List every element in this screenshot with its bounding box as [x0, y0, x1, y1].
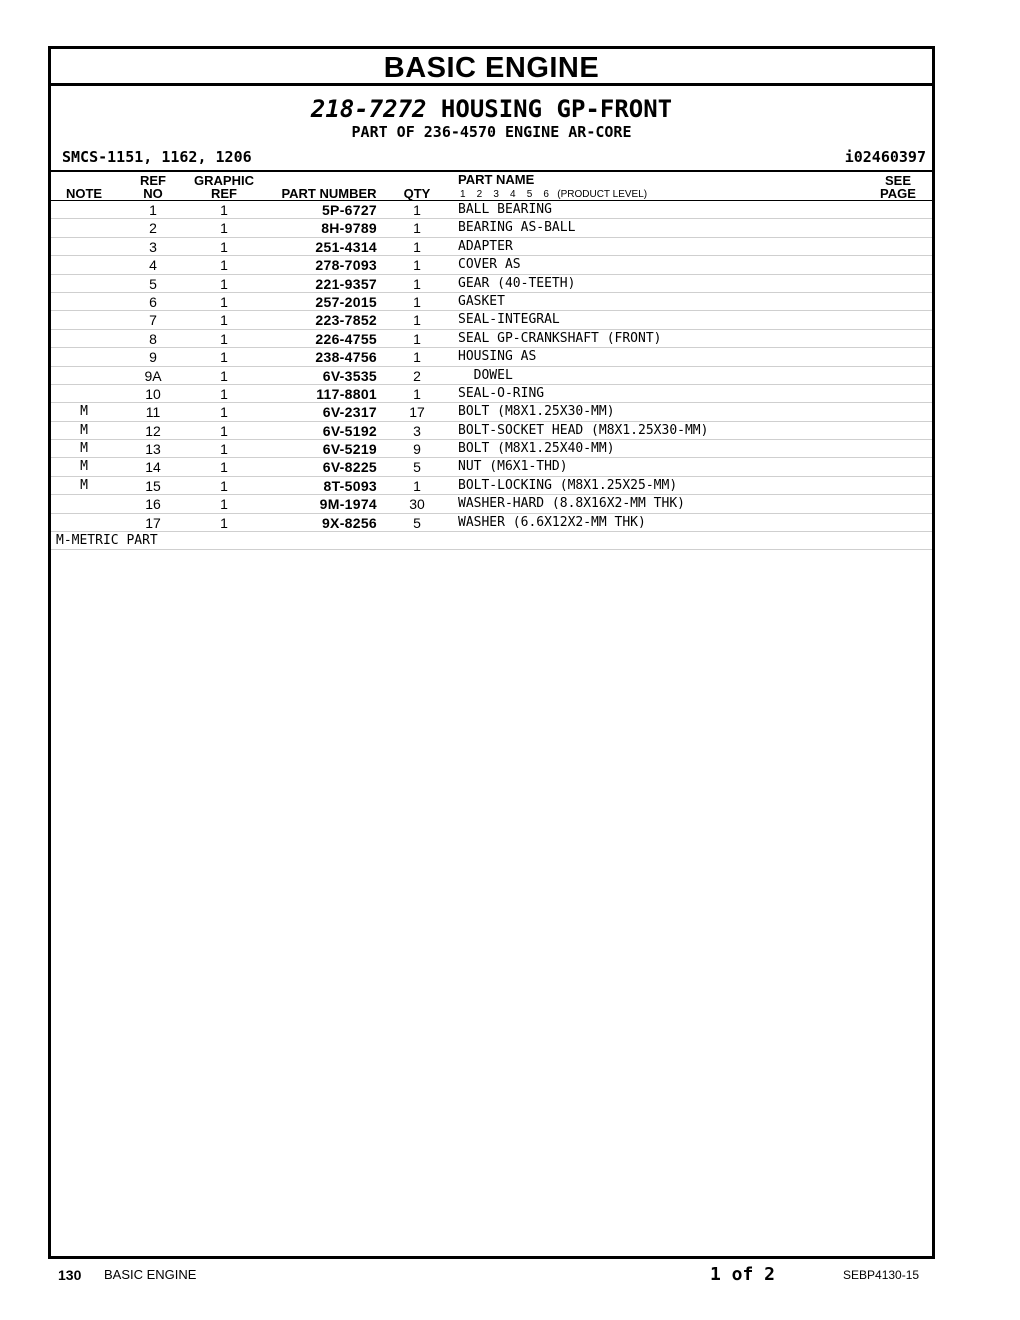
table-row: [51, 495, 932, 513]
table-row: [51, 477, 932, 495]
row-graphic-ref: 1: [220, 349, 228, 366]
row-part-name: SEAL GP-CRANKSHAFT (FRONT): [458, 330, 662, 346]
row-part-number: 226-4755: [315, 330, 377, 347]
illustration-id: i02460397: [844, 148, 926, 166]
row-part-number: 6V-8225: [322, 459, 377, 476]
header-graphic-top: GRAPHIC: [194, 173, 254, 188]
row-part-name: SEAL-INTEGRAL: [458, 312, 560, 328]
header-part-name: PART NAME: [458, 172, 535, 187]
row-graphic-ref: 1: [220, 293, 228, 310]
row-qty: 1: [413, 385, 421, 402]
row-graphic-ref: 1: [220, 238, 228, 255]
row-graphic-ref: 1: [220, 385, 228, 402]
row-graphic-ref: 1: [220, 220, 228, 237]
row-graphic-ref: 1: [220, 459, 228, 476]
row-qty: 3: [413, 422, 421, 439]
row-part-number: 8H-9789: [321, 220, 377, 237]
row-part-number: 9M-1974: [319, 496, 377, 513]
table-row: [51, 348, 932, 366]
row-note: M: [80, 404, 88, 420]
table-row: [51, 311, 932, 329]
group-part-number: 218-7272: [310, 95, 427, 123]
row-graphic-ref: 1: [220, 330, 228, 347]
row-part-name: GEAR (40-TEETH): [458, 275, 576, 291]
row-qty: 2: [413, 367, 421, 384]
row-part-name: COVER AS: [458, 257, 521, 273]
row-part-number: 9X-8256: [321, 514, 377, 531]
row-qty: 1: [413, 275, 421, 292]
row-graphic-ref: 1: [220, 477, 228, 494]
row-part-number: 5P-6727: [321, 202, 377, 218]
row-ref-no: 9A: [144, 367, 162, 384]
row-ref-no: 1: [149, 202, 157, 218]
row-qty: 1: [413, 349, 421, 366]
part-of-line: PART OF 236-4570 ENGINE AR-CORE: [351, 123, 632, 141]
footer-section: BASIC ENGINE: [104, 1267, 197, 1282]
parts-page-frame: [48, 46, 935, 1259]
smcs-codes: SMCS-1151, 1162, 1206: [62, 148, 252, 166]
table-row: [51, 367, 932, 385]
row-ref-no: 17: [145, 514, 161, 531]
group-title: [51, 95, 932, 123]
table-row: [51, 256, 932, 274]
row-part-number: 238-4756: [315, 349, 377, 366]
row-part-name: BOLT (M8X1.25X30-MM): [458, 404, 615, 420]
table-header: [51, 170, 932, 201]
row-ref-no: 6: [149, 293, 157, 310]
header-see-top: SEE: [884, 173, 911, 188]
metric-footnote: M-METRIC PART: [56, 533, 158, 549]
row-note: M: [80, 422, 88, 438]
row-qty: 5: [413, 514, 421, 531]
table-row: [51, 514, 932, 532]
table-row: [51, 385, 932, 403]
table-row: [51, 238, 932, 256]
row-part-name: BOLT (M8X1.25X40-MM): [458, 441, 615, 457]
group-name: HOUSING GP-FRONT: [440, 95, 673, 123]
row-part-name: BEARING AS-BALL: [458, 220, 576, 236]
header-note: NOTE: [65, 186, 103, 201]
footnote-row: [51, 532, 932, 550]
row-ref-no: 3: [149, 238, 157, 255]
row-qty: 1: [413, 330, 421, 347]
row-ref-no: 12: [145, 422, 161, 439]
row-part-name: NUT (M6X1-THD): [458, 459, 568, 475]
row-part-number: 221-9357: [315, 275, 377, 292]
row-part-number: 278-7093: [315, 257, 377, 274]
table-row: [51, 201, 932, 219]
row-part-name: HOUSING AS: [458, 349, 537, 365]
row-ref-no: 7: [149, 312, 157, 329]
row-graphic-ref: 1: [220, 257, 228, 274]
row-ref-no: 8: [149, 330, 157, 347]
row-note: M: [80, 441, 88, 457]
table-row: [51, 422, 932, 440]
smcs-row: [51, 144, 932, 170]
row-qty: 1: [413, 293, 421, 310]
row-part-number: 6V-5219: [322, 441, 377, 458]
row-part-number: 117-8801: [316, 385, 377, 402]
table-row: [51, 330, 932, 348]
row-part-number: 223-7852: [315, 312, 377, 329]
row-part-name: SEAL-O-RING: [458, 385, 545, 401]
row-part-name: BOLT-SOCKET HEAD (M8X1.25X30-MM): [458, 422, 709, 438]
header-part-number: PART NUMBER: [281, 186, 377, 201]
row-qty: 1: [413, 202, 421, 218]
header-ref-bottom: NO: [143, 186, 163, 201]
header-product-levels: 1 2 3 4 5 6 (PRODUCT LEVEL): [460, 189, 648, 200]
footer-page-of: 1 of 2: [710, 1264, 776, 1285]
row-part-number: 6V-3535: [322, 367, 377, 384]
header-ref-top: REF: [140, 173, 166, 188]
row-part-number: 251-4314: [315, 238, 377, 255]
table-row: [51, 458, 932, 476]
table-row: [51, 219, 932, 237]
row-ref-no: 9: [149, 349, 157, 366]
row-ref-no: 5: [149, 275, 157, 292]
row-note: M: [80, 477, 88, 493]
row-graphic-ref: 1: [220, 422, 228, 439]
row-part-name: WASHER-HARD (8.8X16X2-MM THK): [458, 496, 685, 512]
row-qty: 17: [409, 404, 425, 421]
page-footer: [0, 1262, 1020, 1288]
row-note: M: [80, 459, 88, 475]
row-part-number: 8T-5093: [323, 477, 377, 494]
row-graphic-ref: 1: [220, 202, 228, 218]
section-title: BASIC ENGINE: [51, 49, 932, 86]
row-graphic-ref: 1: [220, 404, 228, 421]
table-row: [51, 293, 932, 311]
row-part-name: BALL BEARING: [458, 202, 552, 217]
row-ref-no: 15: [145, 477, 161, 494]
table-row: [51, 403, 932, 421]
footer-page-number: 130: [58, 1267, 82, 1283]
row-qty: 9: [413, 441, 421, 458]
row-ref-no: 11: [145, 404, 161, 421]
row-ref-no: 2: [149, 220, 157, 237]
row-ref-no: 13: [145, 441, 161, 458]
row-part-name: GASKET: [458, 293, 505, 309]
parts-table-body: [51, 201, 932, 550]
row-graphic-ref: 1: [220, 312, 228, 329]
row-qty: 30: [409, 496, 425, 513]
row-qty: 1: [413, 312, 421, 329]
row-part-number: 6V-2317: [322, 404, 377, 421]
row-ref-no: 10: [145, 385, 161, 402]
header-qty: QTY: [403, 186, 431, 201]
row-qty: 5: [413, 459, 421, 476]
row-ref-no: 16: [145, 496, 161, 513]
row-graphic-ref: 1: [220, 514, 228, 531]
row-graphic-ref: 1: [220, 496, 228, 513]
row-part-name: BOLT-LOCKING (M8X1.25X25-MM): [458, 477, 678, 493]
row-qty: 1: [413, 238, 421, 255]
footer-doc-number: SEBP4130-15: [843, 1268, 920, 1282]
row-graphic-ref: 1: [220, 367, 228, 384]
row-qty: 1: [413, 477, 421, 494]
row-ref-no: 4: [149, 257, 157, 274]
row-qty: 1: [413, 257, 421, 274]
header-see-bottom: PAGE: [880, 186, 916, 201]
row-ref-no: 14: [145, 459, 161, 476]
row-graphic-ref: 1: [220, 275, 228, 292]
row-graphic-ref: 1: [220, 441, 228, 458]
row-part-name: ADAPTER: [458, 238, 513, 254]
row-part-number: 257-2015: [315, 293, 377, 310]
row-part-number: 6V-5192: [322, 422, 377, 439]
row-part-name: WASHER (6.6X12X2-MM THK): [458, 514, 646, 530]
table-row: [51, 440, 932, 458]
table-row: [51, 275, 932, 293]
header-graphic-bottom: REF: [211, 186, 237, 201]
row-qty: 1: [413, 220, 421, 237]
row-part-name: DOWEL: [458, 367, 513, 383]
